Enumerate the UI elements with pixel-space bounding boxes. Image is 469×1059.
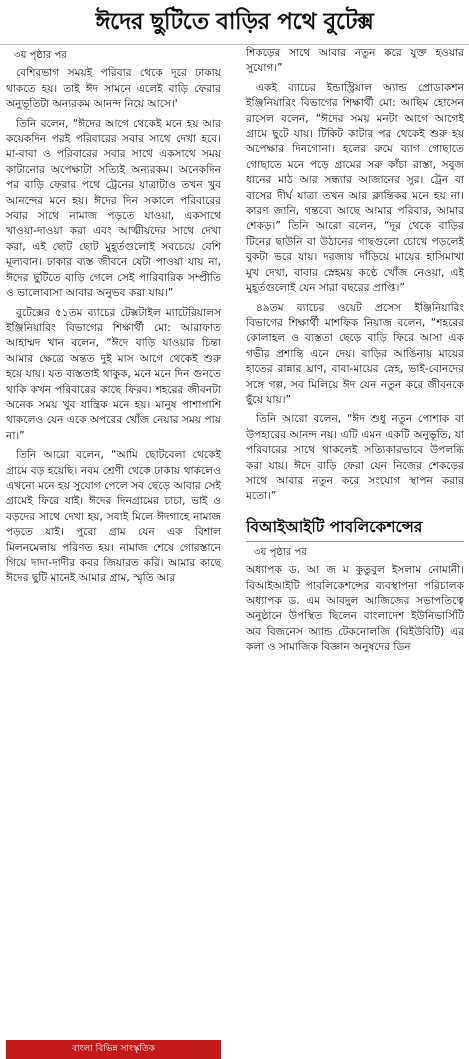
continued-from-label: ৩য় পৃষ্ঠার পর [254, 546, 307, 558]
article-paragraph: একই ব্যাচের ইন্ডাস্ট্রিয়াল অ্যান্ড প্রোডাকশন ইঞ্জিনিয়ারিং বিভাগের শিক্ষার্থী মো: আছিম হোসেন রাসেল বলেন, “ঈদের সময় মনটা আগে আগেই গ্রামে ছুটে যায়। টিকিট কাটার পর থেকেই শুরু হয় অপেক্ষার দিনগোনা। হলের রুমে ব্যাগ গোছাতে গোছাতে মনে পড়ে গ্রামের সরু কাঁচা রাস্তা, সবুজ ধানের মাঠ আর সন্ধ্যার আজানের সুর। ট্রেন বা বাসের দীর্ঘ যাত্রা তখন আর ক্লান্তিকর মনে হয় না। কারণ জানি, গন্তব্যে আছে আমার পরিবার, আমার শেকড়।” তিনি আরো বলেন, “দূর থেকে বাড়ির টিনের ছাউনি বা উঠানের গাছগুলো চোখে পড়লেই বুকটা ভরে যায়। দরজায় দাঁড়িয়ে মায়ের হাসিমাখা মুখ দেখা, বাবার স্নেহময় কণ্ঠে খোঁজ নেওয়া, এই মুহূর্তগুলোই যেন সারা বছরের প্রাপ্তি।” [246, 81, 464, 295]
article-paragraph: ৪৯তম ব্যাচের ওয়েট প্রসেস ইঞ্জিনিয়ারিং বিভাগের শিক্ষার্থী মাশফিক নিয়াজ বলেন, “শহরের কোলাহল ও ব্যস্ততা ছেড়ে বাড়ি ফিরে আসা এক গভীর প্রশান্তি এনে দেয়। বাড়ির আঙিনায় মায়ের হাতের রান্নার ঘ্রাণ, বাবা-মায়ের স্নেহ, ভাই-বোনদের সঙ্গে গল্প, সব মিলিয়ে ঈদ যেন নতুন করে জীবনকে ছুঁয়ে যায়।” [246, 301, 464, 406]
headline: ঈদের ছুটিতে বাড়ির পথে বুটেক্স [0, 0, 469, 45]
article-paragraph: বেশিরভাগ সময়ই পরিবার থেকে দূরে ঢাকায় থাকতে হয়। তাই ঈদ সামনে এলেই বাড়ি ফেরার অনুভূতিটা অন্যরকম আনন্দ নিয়ে আসে।' [6, 67, 221, 111]
article-paragraph: বুটেক্সের ৫১তম ব্যাচের টেক্সটাইল ম্যাটেরিয়ালস ইঞ্জিনিয়ারিং বিভাগের শিক্ষার্থী মো: আরাফাত আহাম্মদ খান বলেন, “ঈদে বাড়ি যাওয়ার চিন্তা আমার ক্ষেত্রে অন্তত দুই মাস আগে থেকেই শুরু হয়ে যায়। যত ব্যস্ততাই থাকুক, মনে মনে দিন গুনতে থাকি কখন পরিবারের কাছে ফিরব। শহরের জীবনটা অনেক সময় খুব যান্ত্রিক মনে হয়। মানুষ পাশাপাশি থাকলেও যেন একে অপরের খোঁজ নেয়ার সময় পায় না।” [6, 306, 221, 442]
article-paragraph: শিকড়ের সাথে আবার নতুন করে যুক্ত হওয়ার সুযোগ।” [246, 47, 464, 75]
article-paragraph: অধ্যাপক ড. আ জ ম কুতুবুল ইসলাম নোমানী। বিআইআইটি পাবলিকেশন্সের ব্যবস্থাপনা পরিচালক অধ্যাপক ড. এম আবদুল আজিজের সভাপতিত্বে অনুষ্ঠানে উপস্থিত ছিলেন বাংলাদেশ ইউনিভার্সিটি অব বিজনেস অ্যান্ড টেকনোলজি (বিইউবিটি) এর কলা ও সামাজিক বিজ্ঞান অনুষদের ডিন [246, 564, 464, 654]
article-paragraph: তিনি বলেন, “ঈদের আগে থেকেই মনে হয় আর কয়েকদিন পরই পরিবারের সবার সাথে দেখা হবে। মা-বাবা ও পরিবারের সবার সাথে একসাথে সময় কাটানোর অপেক্ষাটা সত্যিই অন্যরকম। অনেকদিন পর বাড়ি ফেরার পথে ট্রেনের যাত্রাটাও তখন খুব আনন্দের মনে হয়। ঈদের দিন সকালে পরিবারের সবার সাথে নামাজ পড়তে যাওয়া, একসাথে খাওয়া-দাওয়া করা এবং আত্মীয়দের সাথে দেখা করা, এই ছোট ছোট মুহূর্তগুলোই সবচেয়ে বেশি মূল্যবান। ঢাকার ব্যস্ত জীবনে যেটা পাওয়া যায় না, ঈদের ছুটিতে বাড়ি গেলে সেই পারিবারিক সম্প্রীতি ও ভালোবাসা আবার অনুভব করা যায়।” [6, 117, 221, 300]
sub-headline: বিআইআইটি পাবলিকেশন্সের [246, 515, 464, 542]
article-paragraph: তিনি আরো বলেন, “আমি ছোটবেলা থেকেই গ্রামে বড় হয়েছি। নবম শ্রেণী থেকে ঢাকায় থাকলেও এখনো মনে হয় সুযোগ পেলে সব ছেড়ে আবার সেই গ্রামেই ফিরে যাই। ঈদের দিনগ্রামের চাচা, ভাই ও বড়দের সাথে দেখা হয়, সবাই মিলে ঈদগাহে নামাজ পড়তে যাই। পুরো গ্রাম যেন এক বিশাল মিলনমেলায় পরিণত হয়। নামাজ শেষে গোরস্তানে গিয়ে দাদা-দাদীর কবর জিয়ারত করি। আমার কাছে ঈদের ছুটি মানেই আমার গ্রাম, স্মৃতি আর [6, 449, 221, 585]
left-column [6, 46, 221, 591]
footer-red-bar: বাংলা বিভিন্ন সাংস্কৃতিক [6, 1040, 221, 1059]
continued-from-label: ৩য় পৃষ্ঠার পর [14, 50, 67, 61]
right-column [246, 46, 464, 660]
article-paragraph: তিনি আরো বলেন, “ঈদ শুধু নতুন পোশাক বা উপহারের আনন্দ নয়। এটি এমন একটি অনুভূতি, যা পরিবারের সাথে থাকলেই সত্যিকারভাবে উপলব্ধি করা যায়। ঈদে বাড়ি ফেরা যেন নিজের শেকড়ের সাথে আবার নতুন করে সংযোগ স্থাপন করার মতো।” [246, 413, 464, 503]
